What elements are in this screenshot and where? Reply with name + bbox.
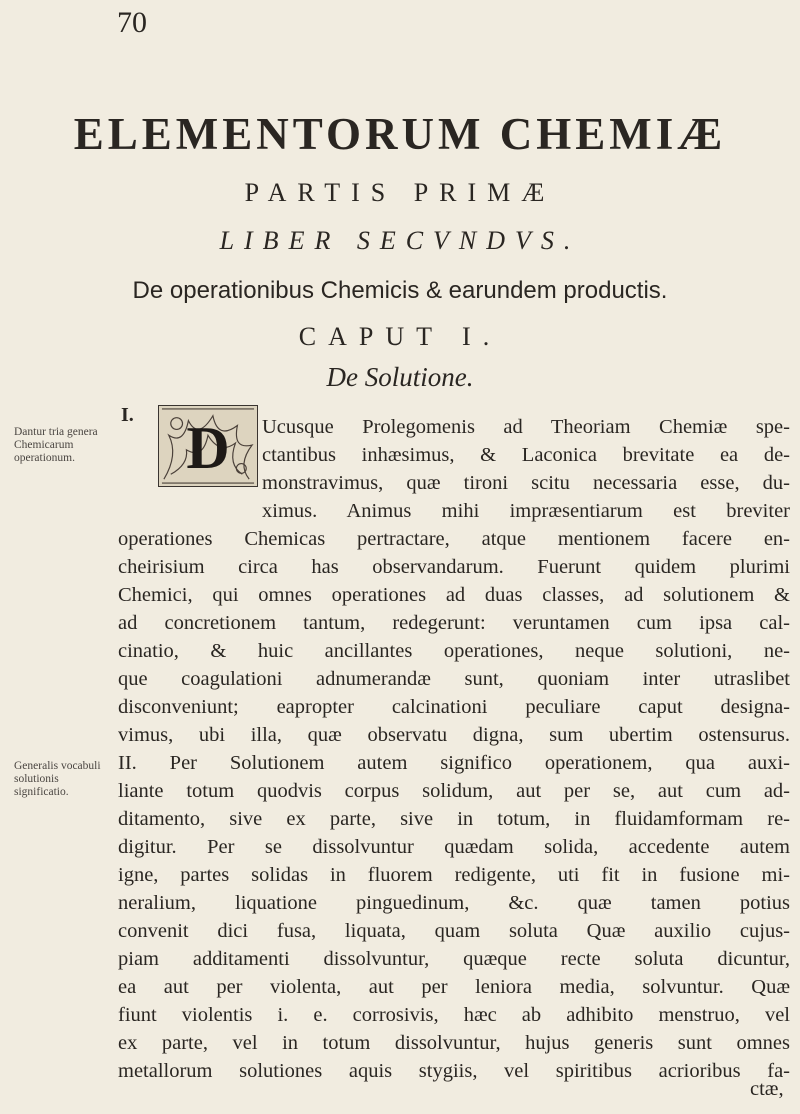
text-line: ctantibus inhæsimus, & Laconica brevitate ea de- (262, 444, 790, 466)
text-line: operationes Chemicas pertractare, atque mentionem facere en- (118, 528, 790, 550)
text-line: Chemici, qui omnes operationes ad duas classes, ad solutionem & (118, 584, 790, 606)
chapter-heading: CAPUT I. (298, 322, 502, 351)
text-line: cheirisium circa has observandarum. Fuerunt quidem plurimi (118, 556, 790, 578)
text-line: Ucusque Prolegomenis ad Theoriam Chemiæ spe- (262, 416, 790, 438)
part-heading: PARTIS PRIMÆ (244, 178, 556, 207)
initial-letter: D (186, 415, 230, 481)
text-line: igne, partes solidas in fluorem redigente, uti fit in fusione mi- (118, 864, 790, 886)
text-line: cinatio, & huic ancillantes operationes, neque solutioni, ne- (118, 640, 790, 662)
chapter-title: De Solutione. (326, 362, 474, 392)
section-number: I. (121, 404, 134, 426)
text-line: liante totum quodvis corpus solidum, aut per se, aut cum ad- (118, 780, 790, 802)
text-line: digitur. Per se dissolvuntur quædam solida, accedente autem (118, 836, 790, 858)
book-heading: LIBER SECVNDVS. (219, 226, 581, 255)
text-line: monstravimus, quæ tironi scitu necessaria esse, du- (262, 472, 790, 494)
text-line: piam additamenti dissolvuntur, quæque recte soluta dicuntur, (118, 948, 790, 970)
text-line: que coagulationi adnumerandæ sunt, quoniam inter utraslibet (118, 668, 790, 690)
text-line: disconveniunt; eapropter calcinationi peculiare caput designa- (118, 696, 790, 718)
text-line: ditamento, sive ex parte, sive in totum, in fluidamformam re- (118, 808, 790, 830)
text-line: neralium, liquatione pinguedinum, &c. quæ tamen potius (118, 892, 790, 914)
catchword: ctæ, (750, 1078, 784, 1100)
margin-note-solution: Generalis vocabuli solutionis significatio. (14, 760, 101, 798)
text-line: II. Per Solutionem autem significo operationem, qua auxi- (118, 752, 790, 774)
text-line: ximus. Animus mihi impræsentiarum est breviter (262, 500, 790, 522)
page-number: 70 (117, 6, 147, 39)
text-line: ea aut per violenta, aut per leniora media, solvuntur. Quæ (118, 976, 790, 998)
text-line: convenit dici fusa, liquata, quam soluta Quæ auxilio cujus- (118, 920, 790, 942)
text-line: ad concretionem tantum, redegerunt: veruntamen cum ipsa cal- (118, 612, 790, 634)
text-line: ex parte, vel in totum dissolvuntur, hujus generis sunt omnes (118, 1032, 790, 1054)
margin-note-operations: Dantur tria genera Chemicarum operationum. (14, 426, 98, 464)
text-line: vimus, ubi illa, quæ observatu digna, sum ubertim ostensurus. (118, 724, 790, 746)
subject-heading: De operationibus Chemicis & earundem productis. (132, 277, 668, 304)
text-line: fiunt violentis i. e. corrosivis, hæc ab adhibito menstruo, vel (118, 1004, 790, 1026)
main-title: ELEMENTORUM CHEMIÆ (73, 109, 727, 159)
text-line: metallorum solutiones aquis stygiis, vel spiritibus acrioribus fa- (118, 1060, 790, 1082)
decorated-initial (158, 405, 258, 487)
